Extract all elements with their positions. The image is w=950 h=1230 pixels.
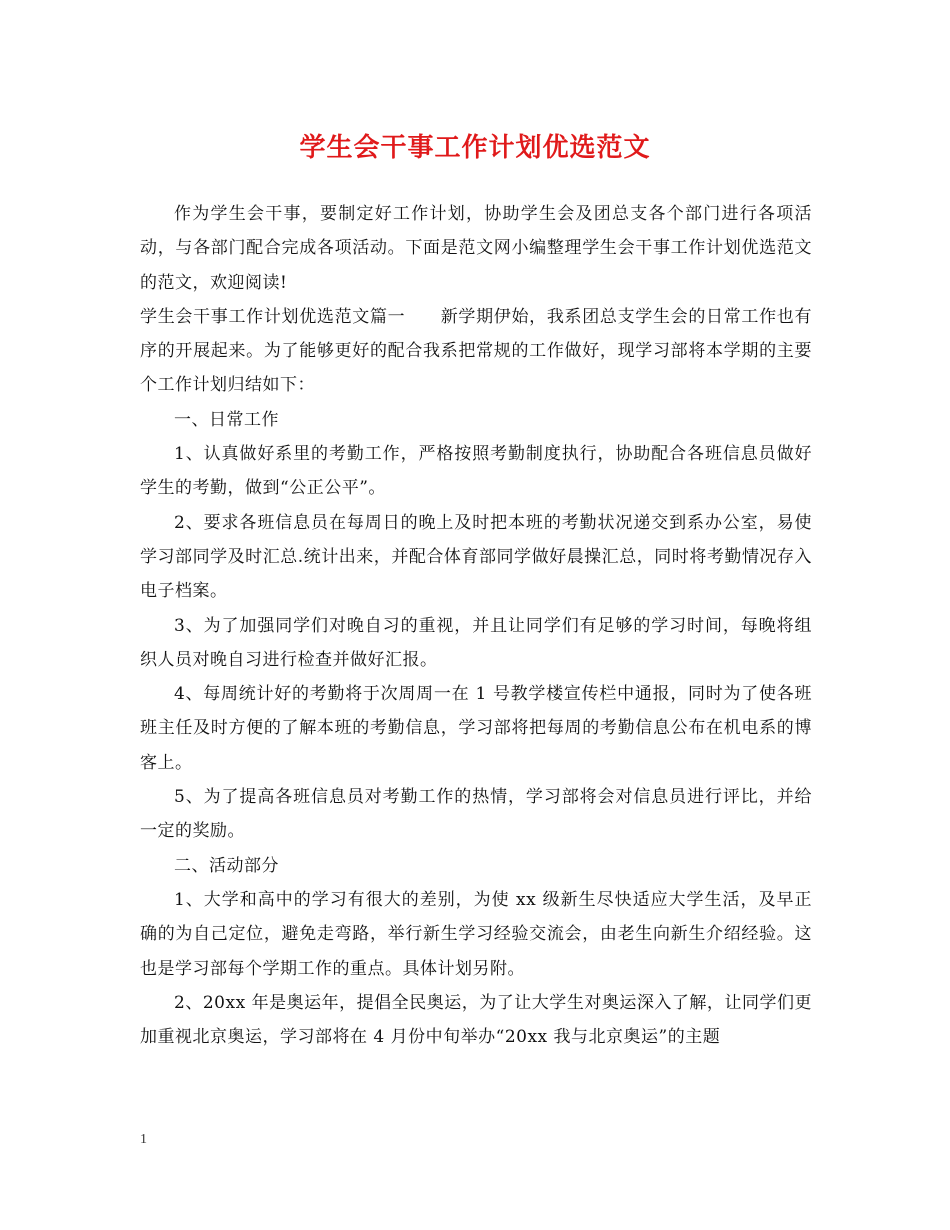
paragraph-intro: 作为学生会干事，要制定好工作计划，协助学生会及团总支各个部门进行各项活动，与各部门配合完成各项活动。下面是范文网小编整理学生会干事工作计划优选范文的范文，欢迎阅读! <box>140 204 812 293</box>
document-body <box>140 197 812 1054</box>
heading-activities: 二、活动部分 <box>174 855 279 876</box>
paragraph-item: 5、为了提高各班信息员对考勤工作的热情，学习部将会对信息员进行评比，并给一定的奖励。 <box>140 787 812 842</box>
paragraph-item: 4、每周统计好的考勤将于次周周一在 1 号教学楼宣传栏中通报，同时为了使各班班主任及时方便的了解本班的考勤信息，学习部将把每周的考勤信息公布在机电系的博客上。 <box>140 684 812 773</box>
paragraph-item: 1、认真做好系里的考勤工作，严格按照考勤制度执行，协助配合各班信息员做好学生的考勤，做到“公正公平”。 <box>140 444 812 499</box>
paragraph-item: 2、20xx 年是奥运年，提倡全民奥运，为了让大学生对奥运深入了解，让同学们更加重视北京奥运，学习部将在 4 月份中旬举办“20xx 我与北京奥运”的主题 <box>140 992 812 1048</box>
paragraph-item: 2、要求各班信息员在每周日的晚上及时把本班的考勤状况递交到系办公室，易使学习部同学及时汇总.统计出来，并配合体育部同学做好晨操汇总，同时将考勤情况存入电子档案。 <box>140 512 812 602</box>
paragraph-section-heading: 学生会干事工作计划优选范文篇一 新学期伊始，我系团总支学生会的日常工作也有序的开展起来。为了能够更好的配合我系把常规的工作做好，现学习部将本学期的主要个工作计划归结如下： <box>140 306 812 396</box>
document-title: 学生会干事工作计划优选范文 <box>299 133 651 163</box>
heading-daily-work: 一、日常工作 <box>174 409 279 430</box>
page-number: 1 <box>140 1132 147 1147</box>
paragraph-item: 1、大学和高中的学习有很大的差别，为使 xx 级新生尽快适应大学生活，及早正确的为自己定位，避免走弯路，举行新生学习经验交流会，由老生向新生介绍经验。这也是学习部每个学期工作的重点。具体计划另附。 <box>140 889 812 979</box>
paragraph-item: 3、为了加强同学们对晚自习的重视，并且让同学们有足够的学习时间，每晚将组织人员对晚自习进行检查并做好汇报。 <box>140 615 812 670</box>
